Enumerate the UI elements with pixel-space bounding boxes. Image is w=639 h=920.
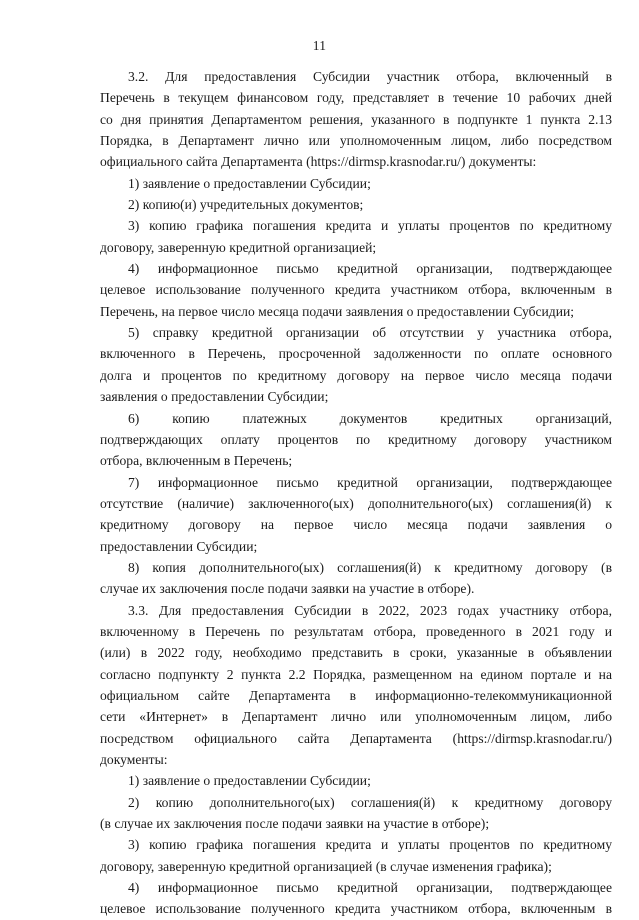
text-line: 3) копию графика погашения кредита и уплаты процентов по кредитному bbox=[128, 218, 612, 234]
text-line: 5) справку кредитной организации об отсутствии у участника отбора, bbox=[128, 325, 612, 341]
text-line: включенного в Перечень, просроченной задолженности по оплате основного bbox=[100, 346, 612, 362]
text-line: официального сайта Департамента (https://dirmsp.krasnodar.ru/) документы: bbox=[100, 154, 537, 170]
text-line: со дня принятия Департаментом решения, указанного в подпункте 1 пункта 2.13 bbox=[100, 111, 612, 127]
text-line: 8) копия дополнительного(ых) соглашения(й) к кредитному договору (в bbox=[128, 559, 612, 575]
text-line: Перечень в текущем финансовом году, представляет в течение 10 рабочих дней bbox=[100, 90, 612, 106]
text-line: отсутствие (наличие) заключенного(ых) дополнительного(ых) соглашения(й) к bbox=[100, 495, 612, 511]
text-line: 1) заявление о предоставлении Субсидии; bbox=[128, 773, 371, 789]
text-line: (в случае их заключения после подачи заявки на участие в отборе); bbox=[100, 816, 490, 832]
text-line: заявления о предоставлении Субсидии; bbox=[100, 389, 329, 405]
text-line: договору, заверенную кредитной организацией; bbox=[100, 239, 377, 255]
text-line: согласно подпункту 2 пункта 2.2 Порядка, размещенном на едином портале и на bbox=[100, 666, 612, 682]
text-line: 3) копию графика погашения кредита и уплаты процентов по кредитному bbox=[128, 837, 612, 853]
text-line: отбора, включенным в Перечень; bbox=[100, 453, 293, 469]
text-line: 2) копию дополнительного(ых) соглашения(й) к кредитному договору bbox=[128, 794, 612, 810]
document-body bbox=[100, 66, 612, 920]
text-line: сети «Интернет» в Департамент лично или уполномоченным лицом, либо bbox=[100, 709, 612, 725]
text-line: официальном сайте Департамента в информационно-телекоммуникационной bbox=[100, 687, 612, 703]
text-line: предоставлении Субсидии; bbox=[100, 538, 258, 554]
text-line: подтверждающих оплату процентов по кредитному договору участником bbox=[100, 431, 612, 447]
text-line: 7) информационное письмо кредитной организации, подтверждающее bbox=[128, 474, 612, 490]
text-line: 6) копию платежных документов кредитных организаций, bbox=[128, 410, 612, 426]
text-line: документы: bbox=[100, 752, 168, 767]
text-line: 4) информационное письмо кредитной организации, подтверждающее bbox=[128, 261, 612, 277]
text-line: посредством официального сайта Департамента (https://dirmsp.krasnodar.ru/) bbox=[100, 730, 612, 746]
text-line: долга и процентов по кредитному договору на первое число месяца подачи bbox=[100, 367, 612, 383]
text-line: 1) заявление о предоставлении Субсидии; bbox=[128, 175, 371, 191]
text-line: кредитному договору на первое число месяца подачи заявления о bbox=[100, 517, 612, 533]
text-line: 4) информационное письмо кредитной организации, подтверждающее bbox=[128, 880, 612, 896]
text-line: 3.2. Для предоставления Субсидии участник отбора, включенный в bbox=[128, 69, 612, 84]
text-line: договору, заверенную кредитной организацией (в случае изменения графика); bbox=[100, 858, 552, 874]
text-line: 2) копию(и) учредительных документов; bbox=[128, 197, 364, 213]
page-number: 11 bbox=[312, 38, 327, 53]
text-line: целевое использование полученного кредита участником отбора, включенным в bbox=[100, 901, 612, 917]
text-line: (или) в 2022 году, необходимо представить в сроки, указанные в объявлении bbox=[100, 645, 612, 661]
text-line: целевое использование полученного кредита участником отбора, включенным в bbox=[100, 282, 612, 298]
text-line: случае их заключения после подачи заявки на участие в отборе). bbox=[100, 581, 475, 597]
text-line: Перечень, на первое число месяца подачи заявления о предоставлении Субсидии; bbox=[100, 303, 575, 319]
text-line: включенному в Перечень по результатам отбора, проведенного в 2021 году и bbox=[100, 623, 612, 639]
text-line: 3.3. Для предоставления Субсидии в 2022, 2023 годах участнику отбора, bbox=[128, 602, 612, 618]
text-line: Порядка, в Департамент лично или уполномоченным лицом, либо посредством bbox=[100, 133, 612, 149]
